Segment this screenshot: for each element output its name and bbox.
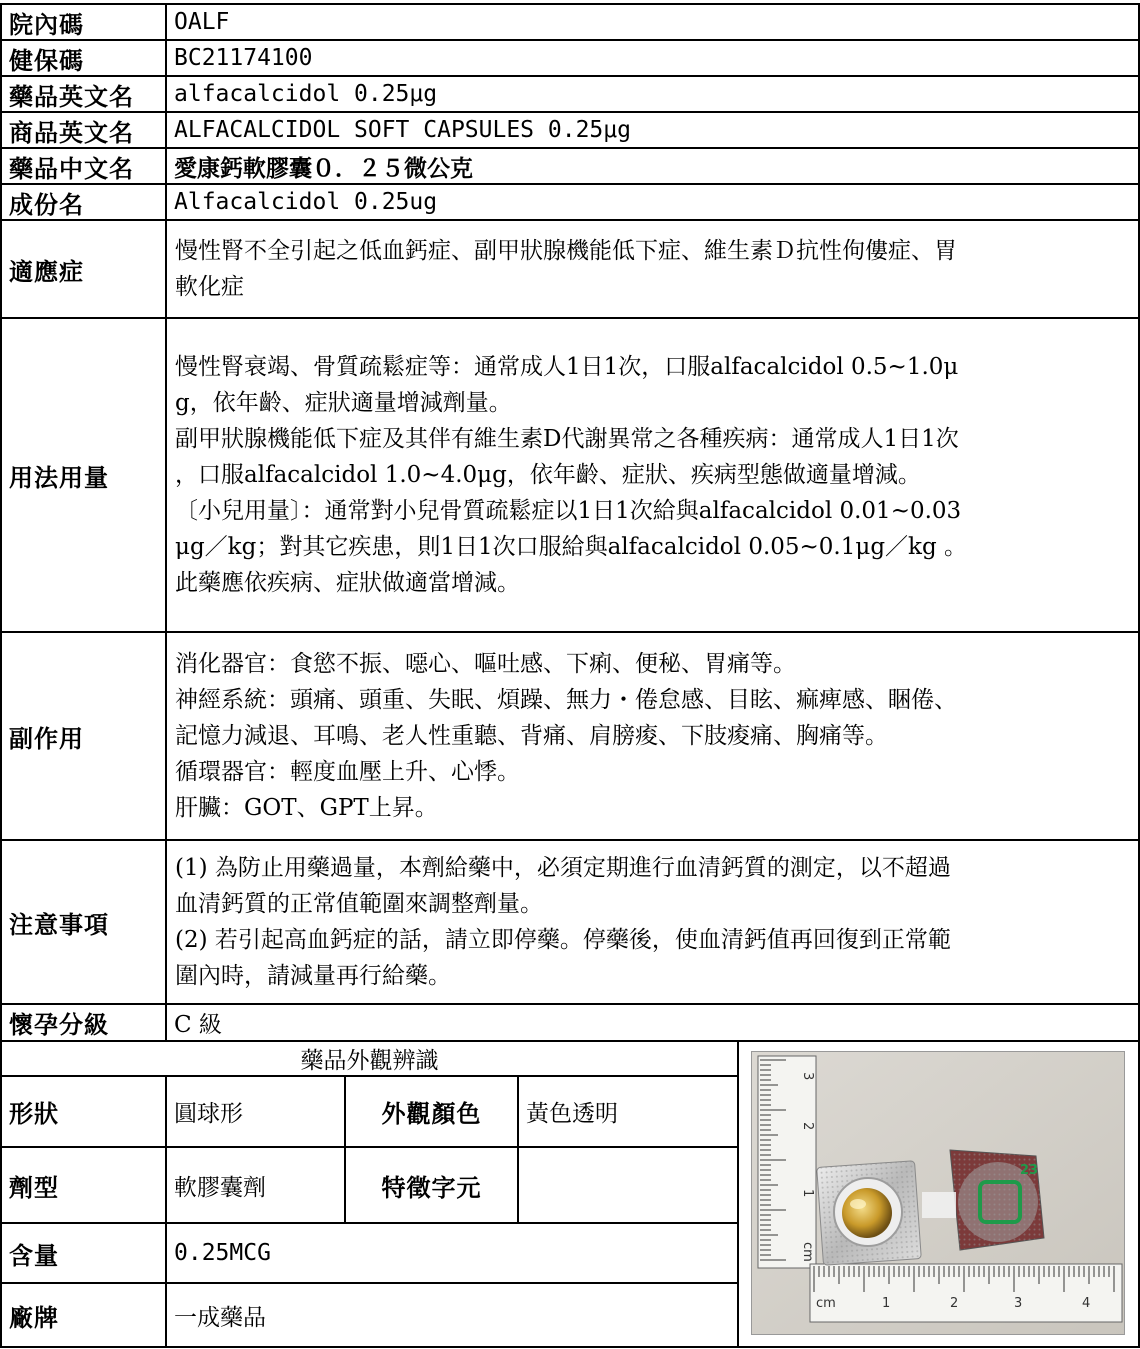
hospital-code-label: 院內碼 [9,10,84,39]
indication-text [167,221,1137,317]
drug-photo-illustration [752,1052,1125,1335]
indication-line: 慢性腎不全引起之低血鈣症、副甲狀腺機能低下症、維生素Ｄ抗性佝僂症、胃 [175,238,957,264]
ruler-number: 1 [882,1296,891,1311]
generic-english-name-value: alfacalcidol 0.25μg [174,81,438,107]
dosage-line: ，口服alfacalcidol 1.0~4.0μg，依年齡、症狀、疾病型態做適量增減。 [175,462,921,488]
horizontal-ruler [810,1264,1122,1322]
ingredient-label: 成份名 [9,190,84,219]
dosage-line: μg／kg；對其它疾患，則1日1次口服給與alfacalcidol 0.05~0.1μg／kg 。 [175,534,968,560]
dosage-line: 〔小兒用量〕：通常對小兒骨質疏鬆症以1日1次給與alfacalcidol 0.01~0.03 [175,498,962,524]
precautions-line: 血清鈣質的正常值範圍來調整劑量。 [175,891,543,917]
precautions-line: (1) 為防止用藥過量，本劑給藥中，必須定期進行血清鈣質的測定，以不超過 [175,855,951,881]
nhi-code-value: BC21174100 [174,45,313,71]
drug-photo [751,1051,1125,1335]
side-effects-line: 神經系統：頭痛、頭重、失眠、煩躁、無力・倦怠感、目眩、痲痺感、睏倦、 [175,687,957,713]
ruler-number: cm [800,1242,815,1262]
pregnancy-category-label: 懷孕分級 [9,1011,109,1039]
side-effects-line: 消化器官：食慾不振、噁心、嘔吐感、下痢、便秘、胃痛等。 [175,651,796,677]
strength-value: 0.25MCG [174,1240,271,1266]
dosage-label: 用法用量 [9,463,109,492]
color-label: 外觀顏色 [381,1100,482,1128]
dosage-text [167,319,1137,631]
strength-label: 含量 [9,1241,59,1270]
chinese-name-value: 愛康鈣軟膠囊０．２５微公克 [174,154,473,182]
pregnancy-category-value: C 級 [174,1012,222,1038]
dosage-line: 此藥應依疾病、症狀做適當增減。 [175,570,520,596]
dosage-line: 慢性腎衰竭、骨質疏鬆症等：通常成人1日1次，口服alfacalcidol 0.5~1.0μ [175,354,959,380]
ruler-number: 3 [1014,1296,1023,1311]
precautions-line: (2) 若引起高血鈣症的話，請立即停藥。停藥後，使血清鈣值再回復到正常範 [175,927,951,953]
nhi-code-label: 健保碼 [9,46,84,75]
brand-english-name-label: 商品英文名 [9,118,134,147]
side-effects-line: 循環器官：輕度血壓上升、心悸。 [175,759,520,785]
side-effects-line: 記憶力減退、耳鳴、老人性重聽、背痛、肩膀痠、下肢痠痛、胸痛等。 [175,723,888,749]
appearance-header: 藥品外觀辨識 [300,1048,439,1074]
shape-label: 形狀 [9,1100,59,1128]
side-effects-text [167,633,1137,839]
indication-label: 適應症 [9,257,84,286]
precautions-label: 注意事項 [9,910,109,939]
precautions-line: 圍內時，請減量再行給藥。 [175,963,451,989]
capsule [842,1188,892,1238]
manufacturer-value: 一成藥品 [174,1304,266,1331]
table-rule [0,1346,1140,1348]
ruler-number: 1 [800,1189,815,1198]
manufacturer-label: 廠牌 [9,1303,59,1332]
color-value: 黃色透明 [526,1101,618,1127]
blister-front [817,1161,922,1266]
side-effects-line: 肝臟：GOT、GPT上昇。 [175,795,438,821]
marking-label: 特徵字元 [381,1173,482,1202]
ruler-number: cm [816,1296,836,1311]
ingredient-value: Alfacalcidol 0.25ug [174,189,438,215]
ruler-number: 2 [800,1122,815,1131]
ruler-number: 4 [1082,1296,1091,1311]
dosage-form-label: 劑型 [9,1173,59,1202]
ruler-number: 3 [800,1072,815,1081]
dosage-line: 副甲狀腺機能低下症及其伴有維生素D代謝異常之各種疾病：通常成人1日1次 [175,426,959,452]
hospital-code-value: OALF [174,9,230,35]
chinese-name-label: 藥品中文名 [9,154,134,183]
marking-value [519,1148,737,1222]
generic-english-name-label: 藥品英文名 [9,82,134,111]
dosage-line: g，依年齡、症狀適量增減劑量。 [175,390,512,416]
brand-english-name-value: ALFACALCIDOL SOFT CAPSULES 0.25μg [174,117,631,143]
shape-value: 圓球形 [174,1101,243,1127]
ruler-number: 2 [950,1296,959,1311]
table-rule [737,1040,739,1348]
precautions-text [167,841,1137,1003]
vertical-ruler [758,1056,816,1268]
blister-mark: 23 [1020,1163,1039,1178]
dosage-form-value: 軟膠囊劑 [174,1174,266,1201]
side-effects-label: 副作用 [9,724,84,753]
indication-line: 軟化症 [175,274,244,300]
